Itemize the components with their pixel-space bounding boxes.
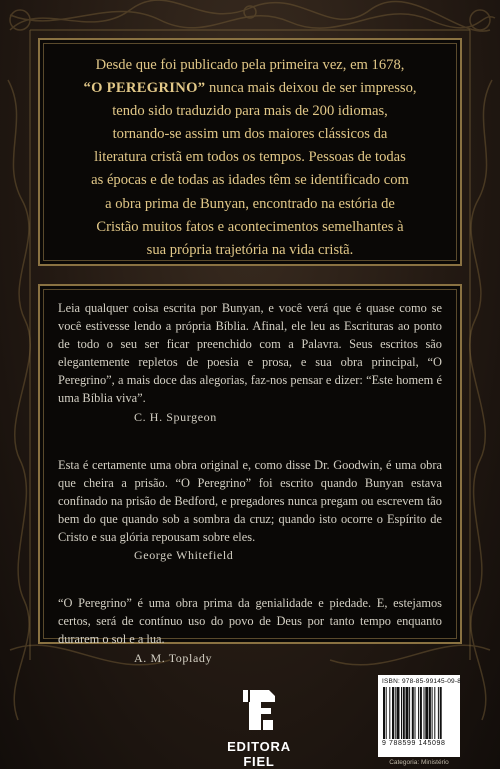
testimonial-quote: Leia qualquer coisa escrita por Bunyan, e você verá que é quase como se você estivesse lendo a própria Bíblia. Afinal, ele leu as Escrituras ao ponto de todo o seu ser ficar preenchido com a Palavra. Seus escritos são elegantemente repletos de poesia e prosa, e sua obra principal, “O Peregrino”, a mais doce das alegorias, faz-nos pensar e dizer: “Este homem é uma Bíblia viva”.: [58, 301, 442, 406]
barcode-bars: [382, 687, 456, 739]
testimonial-author: George Whitefield: [134, 548, 234, 563]
synopsis-line-rest: nunca mais deixou de ser impresso,: [205, 80, 417, 97]
synopsis-line: Desde que foi publicado pela primeira vez, em 1678,: [95, 57, 405, 73]
book-title: “O PEREGRINO”: [83, 80, 206, 97]
barcode-stripe: [432, 687, 433, 739]
barcode-stripe: [406, 687, 409, 739]
publisher-logo: [214, 688, 304, 769]
synopsis-line: tornando-se assim um dos maiores clássicos da: [112, 126, 388, 143]
barcode-stripe: [440, 687, 442, 739]
synopsis-line: [60, 77, 440, 100]
synopsis-line: a obra prima de Bunyan, encontrado na estória de: [105, 195, 395, 212]
barcode-stripe: [424, 687, 425, 739]
barcode-stripe: [383, 687, 385, 739]
barcode: [378, 675, 460, 757]
synopsis-line: sua própria trajetória na vida cristã.: [146, 241, 354, 258]
barcode-stripe: [438, 687, 439, 739]
barcode-stripe: [403, 687, 405, 739]
testimonials-panel: [38, 284, 462, 665]
barcode-stripe: [392, 687, 394, 739]
publisher-name: EDITORA FIEL: [227, 739, 291, 769]
barcode-stripe: [420, 687, 422, 739]
testimonial-quote: Esta é certamente uma obra original e, como disse Dr. Goodwin, é uma obra que cheira a prisão. “O Peregrino” foi escrito quando Bunyan estava confinado na prisão de Bedford, e pregadores nunca pregam ou escrevem tão bem do que quando sob a sombra da cruz; quando isto ocorre o Espírito de Cristo e sua glória repousam sobre eles.: [58, 457, 442, 545]
synopsis-line: Cristão muitos fatos e acontecimentos semelhantes à: [96, 218, 404, 235]
barcode-stripe: [386, 687, 387, 739]
synopsis-line: literatura cristã em todos os tempos. Pessoas de todas: [94, 149, 406, 166]
barcode-stripe: [412, 687, 414, 739]
barcode-stripe: [429, 687, 431, 739]
synopsis-line: as épocas e de todas as idades têm se identificado com: [91, 172, 409, 189]
isbn-label: ISBN: 978-85-99145-09-8: [382, 678, 462, 685]
testimonial-quote: “O Peregrino” é uma obra prima da genialidade e piedade. E, estejamos certos, será de contínuo uso do povo de Deus por tanto tempo enquanto durarem o sol e a lua.: [58, 596, 442, 647]
barcode-stripe: [425, 687, 428, 739]
barcode-stripe: [415, 687, 416, 739]
testimonial-author: C. H. Spurgeon: [134, 409, 217, 424]
editora-fiel-logo-icon: [239, 688, 279, 732]
barcode-stripe: [401, 687, 402, 739]
synopsis-panel: [38, 38, 462, 266]
synopsis-line: tendo sido traduzido para mais de 200 idiomas,: [112, 103, 388, 120]
barcode-stripe: [395, 687, 396, 739]
barcode-number: 9 788599 145098: [382, 740, 446, 747]
barcode-stripe: [409, 687, 410, 739]
barcode-stripe: [389, 687, 390, 739]
testimonial-author: A. M. Toplady: [134, 650, 213, 665]
category-label: Categoria: Ministério: [389, 759, 449, 766]
barcode-stripe: [434, 687, 435, 739]
barcode-stripe: [418, 687, 419, 739]
barcode-stripe: [397, 687, 400, 739]
